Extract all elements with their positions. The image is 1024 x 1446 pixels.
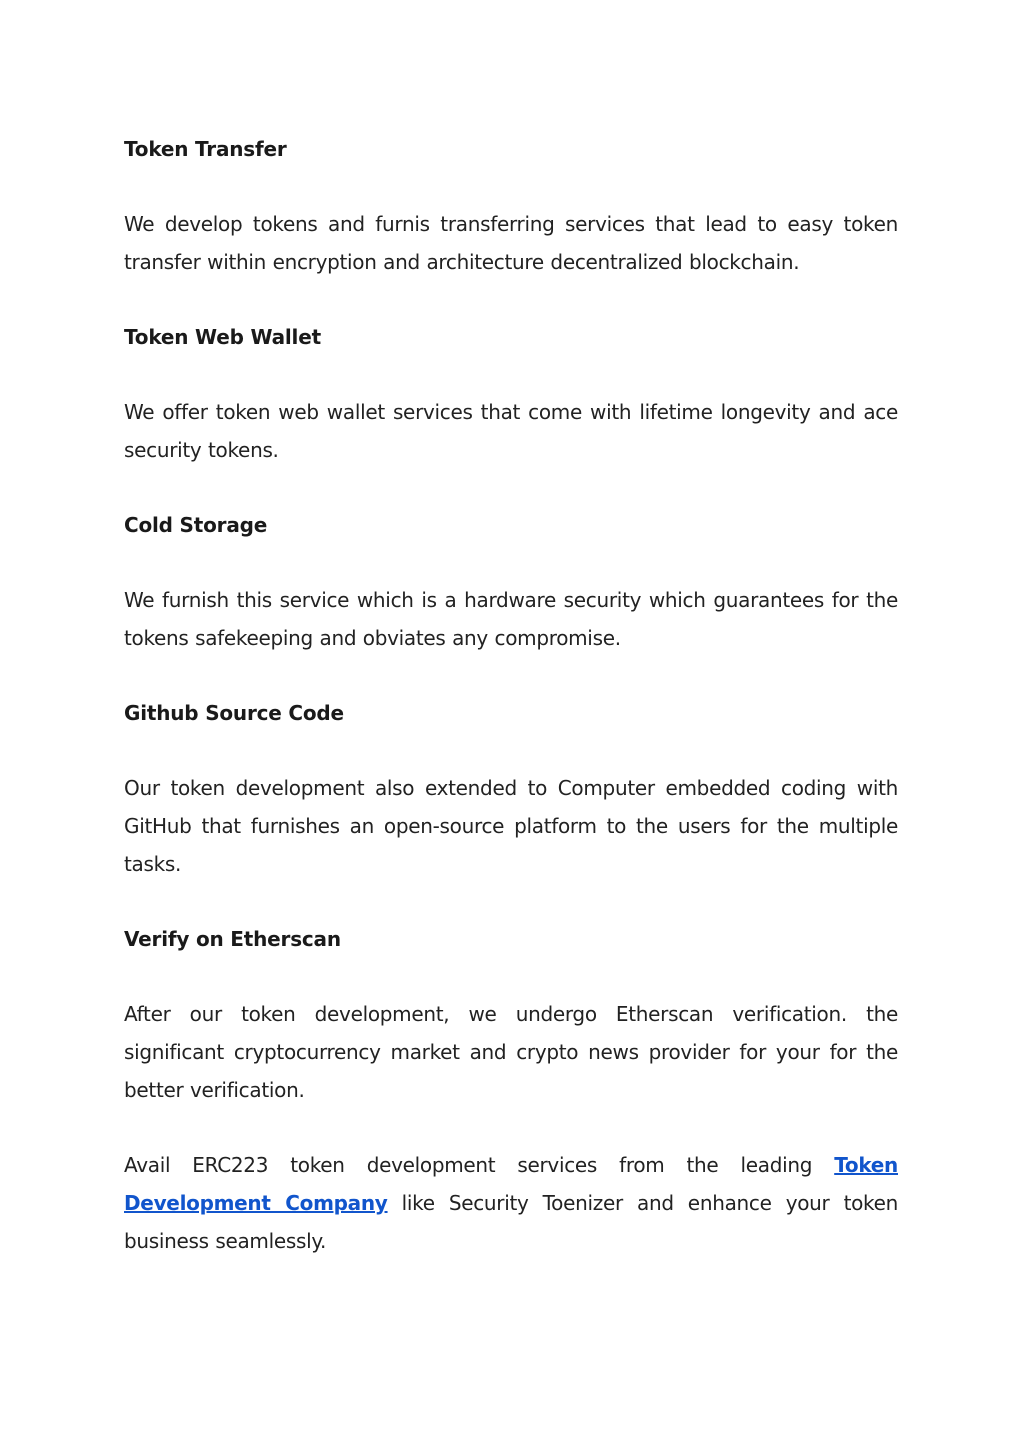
closing-text-after-link: like Security Toenizer and enhance your token business seamlessly. — [124, 1191, 898, 1253]
section-body-verify-on-etherscan: After our token development, we undergo Etherscan verification. the significant cryptocurrency market and crypto news provider for your for the better verification. — [124, 1002, 898, 1102]
section-body-github-source-code: Our token development also extended to Computer embedded coding with GitHub that furnishes an open-source platform to the users for the multiple tasks. — [124, 776, 898, 876]
token-development-company-link[interactable]: Token Development Company — [124, 1153, 898, 1215]
document-page — [124, 130, 898, 1297]
section-body-cold-storage: We furnish this service which is a hardware security which guarantees for the tokens safekeeping and obviates any compromise. — [124, 588, 898, 650]
section-heading-token-transfer: Token Transfer — [124, 137, 287, 161]
section-body-token-web-wallet: We offer token web wallet services that come with lifetime longevity and ace security tokens. — [124, 400, 898, 462]
section-heading-verify-on-etherscan: Verify on Etherscan — [124, 927, 341, 951]
closing-text-before-link: Avail ERC223 token development services from the leading — [124, 1153, 835, 1177]
section-heading-github-source-code: Github Source Code — [124, 701, 344, 725]
section-heading-cold-storage: Cold Storage — [124, 513, 268, 537]
closing-paragraph — [124, 1146, 898, 1260]
section-heading-token-web-wallet: Token Web Wallet — [124, 325, 321, 349]
section-body-token-transfer: We develop tokens and furnis transferring services that lead to easy token transfer within encryption and architecture decentralized blockchain. — [124, 212, 898, 274]
